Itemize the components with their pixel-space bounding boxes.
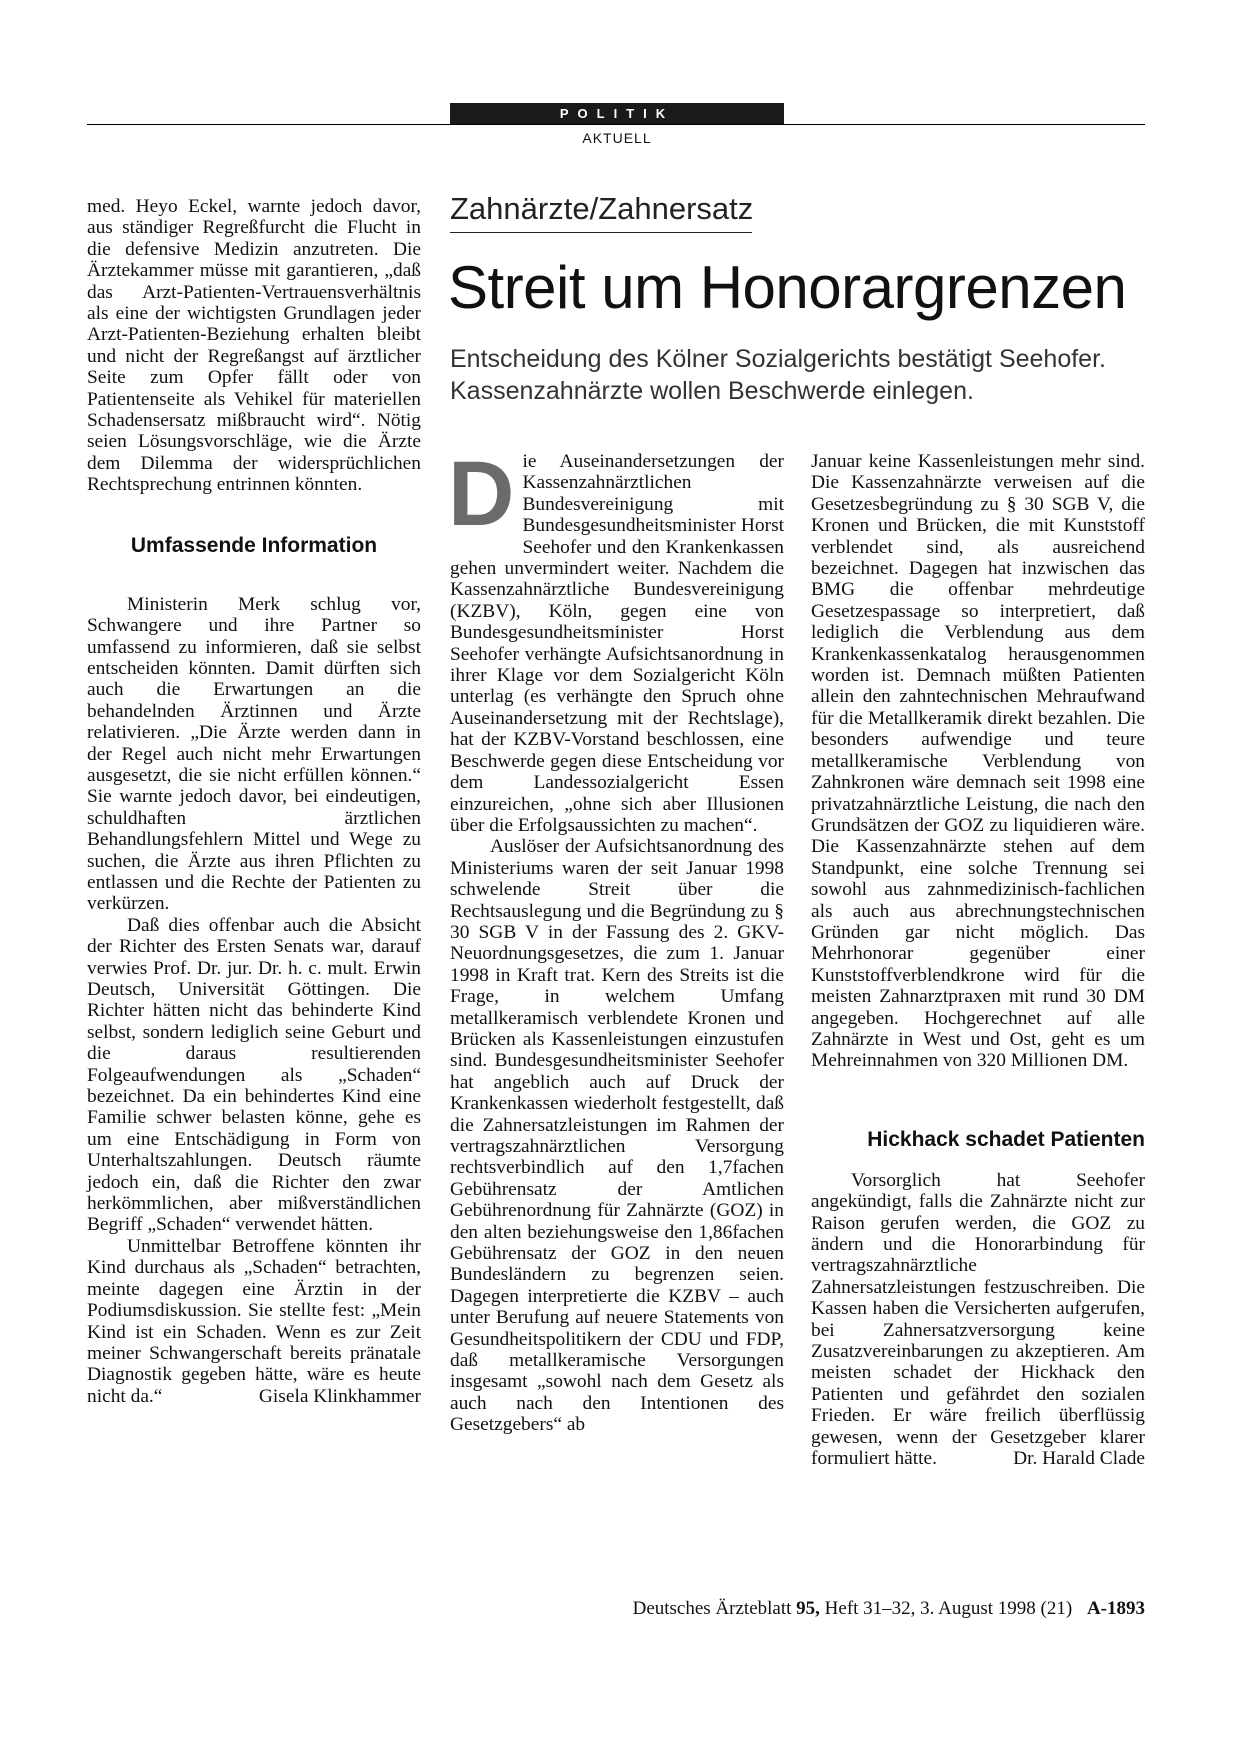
middle-column	[448, 443, 784, 1436]
subsection-label: AKTUELL	[582, 130, 652, 146]
left-paragraph-3: Daß dies offenbar auch die Absicht der Richter des Ersten Senats war, darauf verwies Prof. Dr. jur. Dr. h. c. mult. Erwin Deutsch, Universität Göttingen. Die Richter hätten nicht das behinderte Kind selbst, sondern lediglich seine Geburt und die daraus resultierenden Folgeaufwendungen als „Schaden“ bezeichnet. Da ein behindertes Kind eine Familie schwer belasten könne, gehe es um eine Entschädigung in Form von Unterhaltszahlungen. Deutsch räumte jedoch ein, daß die Richter den zwar herkömmlichen, aber mißverständlichen Begriff „Schaden“ verwendet hätten.	[87, 914, 421, 1236]
journal-volume: 95,	[796, 1598, 820, 1619]
deck-line-2: Kassenzahnärzte wollen Beschwerde einlegen.	[450, 377, 974, 405]
drop-cap: D	[448, 443, 515, 545]
left-paragraph-4-text: Unmittelbar Betroffene könnten ihr Kind durchaus als „Schaden“ betrachten, meinte dagegen eine Ärztin in der Podiumsdiskussion. Sie stellte fest: „Mein Kind ist ein Schaden. Wenn es zur Zeit meiner Schwangerschaft bereits pränatale Diagnostik gegeben hätte, wäre es heute nicht da.“	[87, 1235, 421, 1407]
page-footer	[633, 1598, 1145, 1620]
middle-paragraph-1-text: ie Auseinandersetzungen der Kassenzahnärztlichen Bundesvereinigung mit Bundesgesundheitsminister Horst Seehofer und den Krankenkassen gehen unvermindert weiter. Nachdem die Kassenzahnärztliche Bundesvereinigung (KZBV), Köln, gegen eine von Bundesgesundheitsminister Horst Seehofer verhängte Aufsichtsanordnung in ihrer Klage vor dem Sozialgericht Köln unterlag (es verhängte den Spruch ohne Auseinandersetzung mit der Rechtslage), hat der KZBV-Vorstand beschlossen, eine Beschwerde gegen diese Entscheidung vor dem Landessozialgericht Essen einzureichen, „ohne sich aber Illusionen über die Erfolgsaussichten zu machen“.	[450, 451, 784, 836]
section-label: POLITIK	[450, 103, 784, 124]
header-rule	[87, 124, 1145, 125]
middle-paragraph-2: Auslöser der Aufsichtsanordnung des Ministeriums waren der seit Januar 1998 schwelende Streit über die Rechtsauslegung und die Begründung zu § 30 SGB V in der Fassung des 2. GKV-Neuordnungsgesetzes, die zum 1. Januar 1998 in Kraft trat. Kern des Streits ist die Frage, in welchem Umfang metallkeramisch verblendete Kronen und Brücken als Kassenleistungen einzustufen sind. Bundesgesundheitsminister Seehofer hat angeblich auch auf Druck der Krankenkassen wiederholt festgestellt, daß die Zahnersatzleistungen im Rahmen der vertragszahnärztlichen Versorgung rechtsverbindlich auf den 1,7fachen Gebührensatz der Amtlichen Gebührenordnung für Zahnärzte (GOZ) in den alten beziehungsweise den 1,86fachen Gebührensatz der GOZ in den neuen Bundesländern zu begrenzen seien. Dagegen interpretierte die KZBV – auch unter Berufung auf neuere Statements von Gesundheitspolitikern der CDU und FDP, daß metallkeramische Versorgungen insgesamt „sowohl nach dem Gesetz als auch nach den Intentionen des Gesetzgebers“ ab	[450, 836, 784, 1436]
middle-paragraph-1	[448, 443, 784, 836]
article-author-signature: Dr. Harald Clade	[1013, 1448, 1145, 1470]
left-paragraph-4	[87, 1236, 421, 1407]
left-paragraph-2: Ministerin Merk schlug vor, Schwangere und ihre Partner so umfassend zu informieren, daß sie selbst entscheiden könnten. Damit dürften sich auch die Erwartungen an die behandelnden Ärztinnen und Ärzte relativieren. „Die Ärzte werden dann in der Regel auch nicht mehr Erwartungen ausgesetzt, die sie nicht erfüllen können.“ Sie warnte jedoch davor, bei eindeutigen, schuldhaften ärztlichen Behandlungsfehlern Mittel und Wege zu suchen, die Ärzte aus ihren Pflichten zu entlassen und die Rechte der Patienten zu verkürzen.	[87, 593, 421, 915]
right-column	[811, 451, 1145, 1469]
left-column	[87, 196, 421, 1407]
journal-issue: Heft 31–32, 3. August 1998 (21)	[824, 1598, 1073, 1619]
right-subheading: Hickhack schadet Patienten	[867, 1127, 1145, 1151]
left-paragraph-1: med. Heyo Eckel, warnte jedoch davor, aus ständiger Regreßfurcht die Flucht in die defensive Medizin anzutreten. Die Ärztekammer müsse mit garantieren, „daß das Arzt-Patienten-Vertrauensverhältnis als eine der wichtigsten Grundlagen jeder Arzt-Patienten-Beziehung erhalten bleibt und nicht der Regreßangst auf ärztlicher Seite zum Opfer fällt oder von Patientenseite als Vehikel für materiellen Schadensersatz mißbraucht wird“. Nötig seien Lösungsvorschläge, wie die Ärzte dem Dilemma der widersprüchlichen Rechtsprechung entrinnen könnten.	[87, 196, 421, 496]
left-subheading: Umfassende Information	[130, 533, 378, 557]
author-signature: Gisela Klinkhammer	[258, 1385, 421, 1407]
page-number: A-1893	[1086, 1598, 1145, 1619]
right-paragraph-1: Januar keine Kassenleistungen mehr sind. Die Kassenzahnärzte verweisen auf die Gesetzesbegründung zu § 30 SGB V, die Kronen und Brücken, die mit Kunststoff verblendet sind, als ausreichend bezeichnet. Dagegen hat inzwischen das BMG die offenbar mehrdeutige Gesetzespassage so interpretiert, daß lediglich die Verblendung aus dem Krankenkassenkatalog herausgenommen worden ist. Demnach müßten Patienten allein den zahntechnischen Mehraufwand für die Metallkeramik direkt bezahlen. Die besonders aufwendige und teure metallkeramische Verblendung von Zahnkronen wäre demnach seit 1998 eine privatzahnärztliche Leistung, die nach den Grundsätzen der GOZ zu liquidieren wäre. Die Kassenzahnärzte stehen auf dem Standpunkt, eine solche Trennung sei sowohl aus zahnmedizinisch-fachlichen als auch aus abrechnungstechnischen Gründen gar nicht möglich. Das Mehrhonorar gegenüber einer Kunststoffverblendkrone wird für die meisten Zahnarztpraxen mit rund 30 DM angegeben. Hochgerechnet auf alle Zahnärzte in West und Ost, geht es um Mehreinnahmen von 320 Millionen DM.	[811, 451, 1145, 1072]
right-paragraph-2	[811, 1170, 1145, 1470]
deck-line-1: Entscheidung des Kölner Sozialgerichts bestätigt Seehofer.	[450, 345, 1106, 373]
article-headline: Streit um Honorargrenzen	[448, 254, 1127, 321]
kicker-rule	[450, 232, 752, 233]
article-kicker: Zahnärzte/Zahnersatz	[450, 191, 754, 226]
right-paragraph-2-text: Vorsorglich hat Seehofer angekündigt, falls die Zahnärzte nicht zur Raison gerufen werden, die GOZ zu ändern und die Honorarbindung für vertragszahnärztliche Zahnersatzleistungen festzuschreiben. Die Kassen haben die Versicherten aufgerufen, bei Zahnersatzversorgung keine Zusatzvereinbarungen zu akzeptieren. Am meisten schadet der Hickhack den Patienten und gefährdet den sozialen Frieden. Er wäre freilich überflüssig gewesen, wenn der Gesetzgeber klarer formuliert hätte.	[811, 1169, 1145, 1470]
article-deck	[450, 343, 1150, 407]
journal-name: Deutsches Ärzteblatt	[632, 1598, 792, 1619]
